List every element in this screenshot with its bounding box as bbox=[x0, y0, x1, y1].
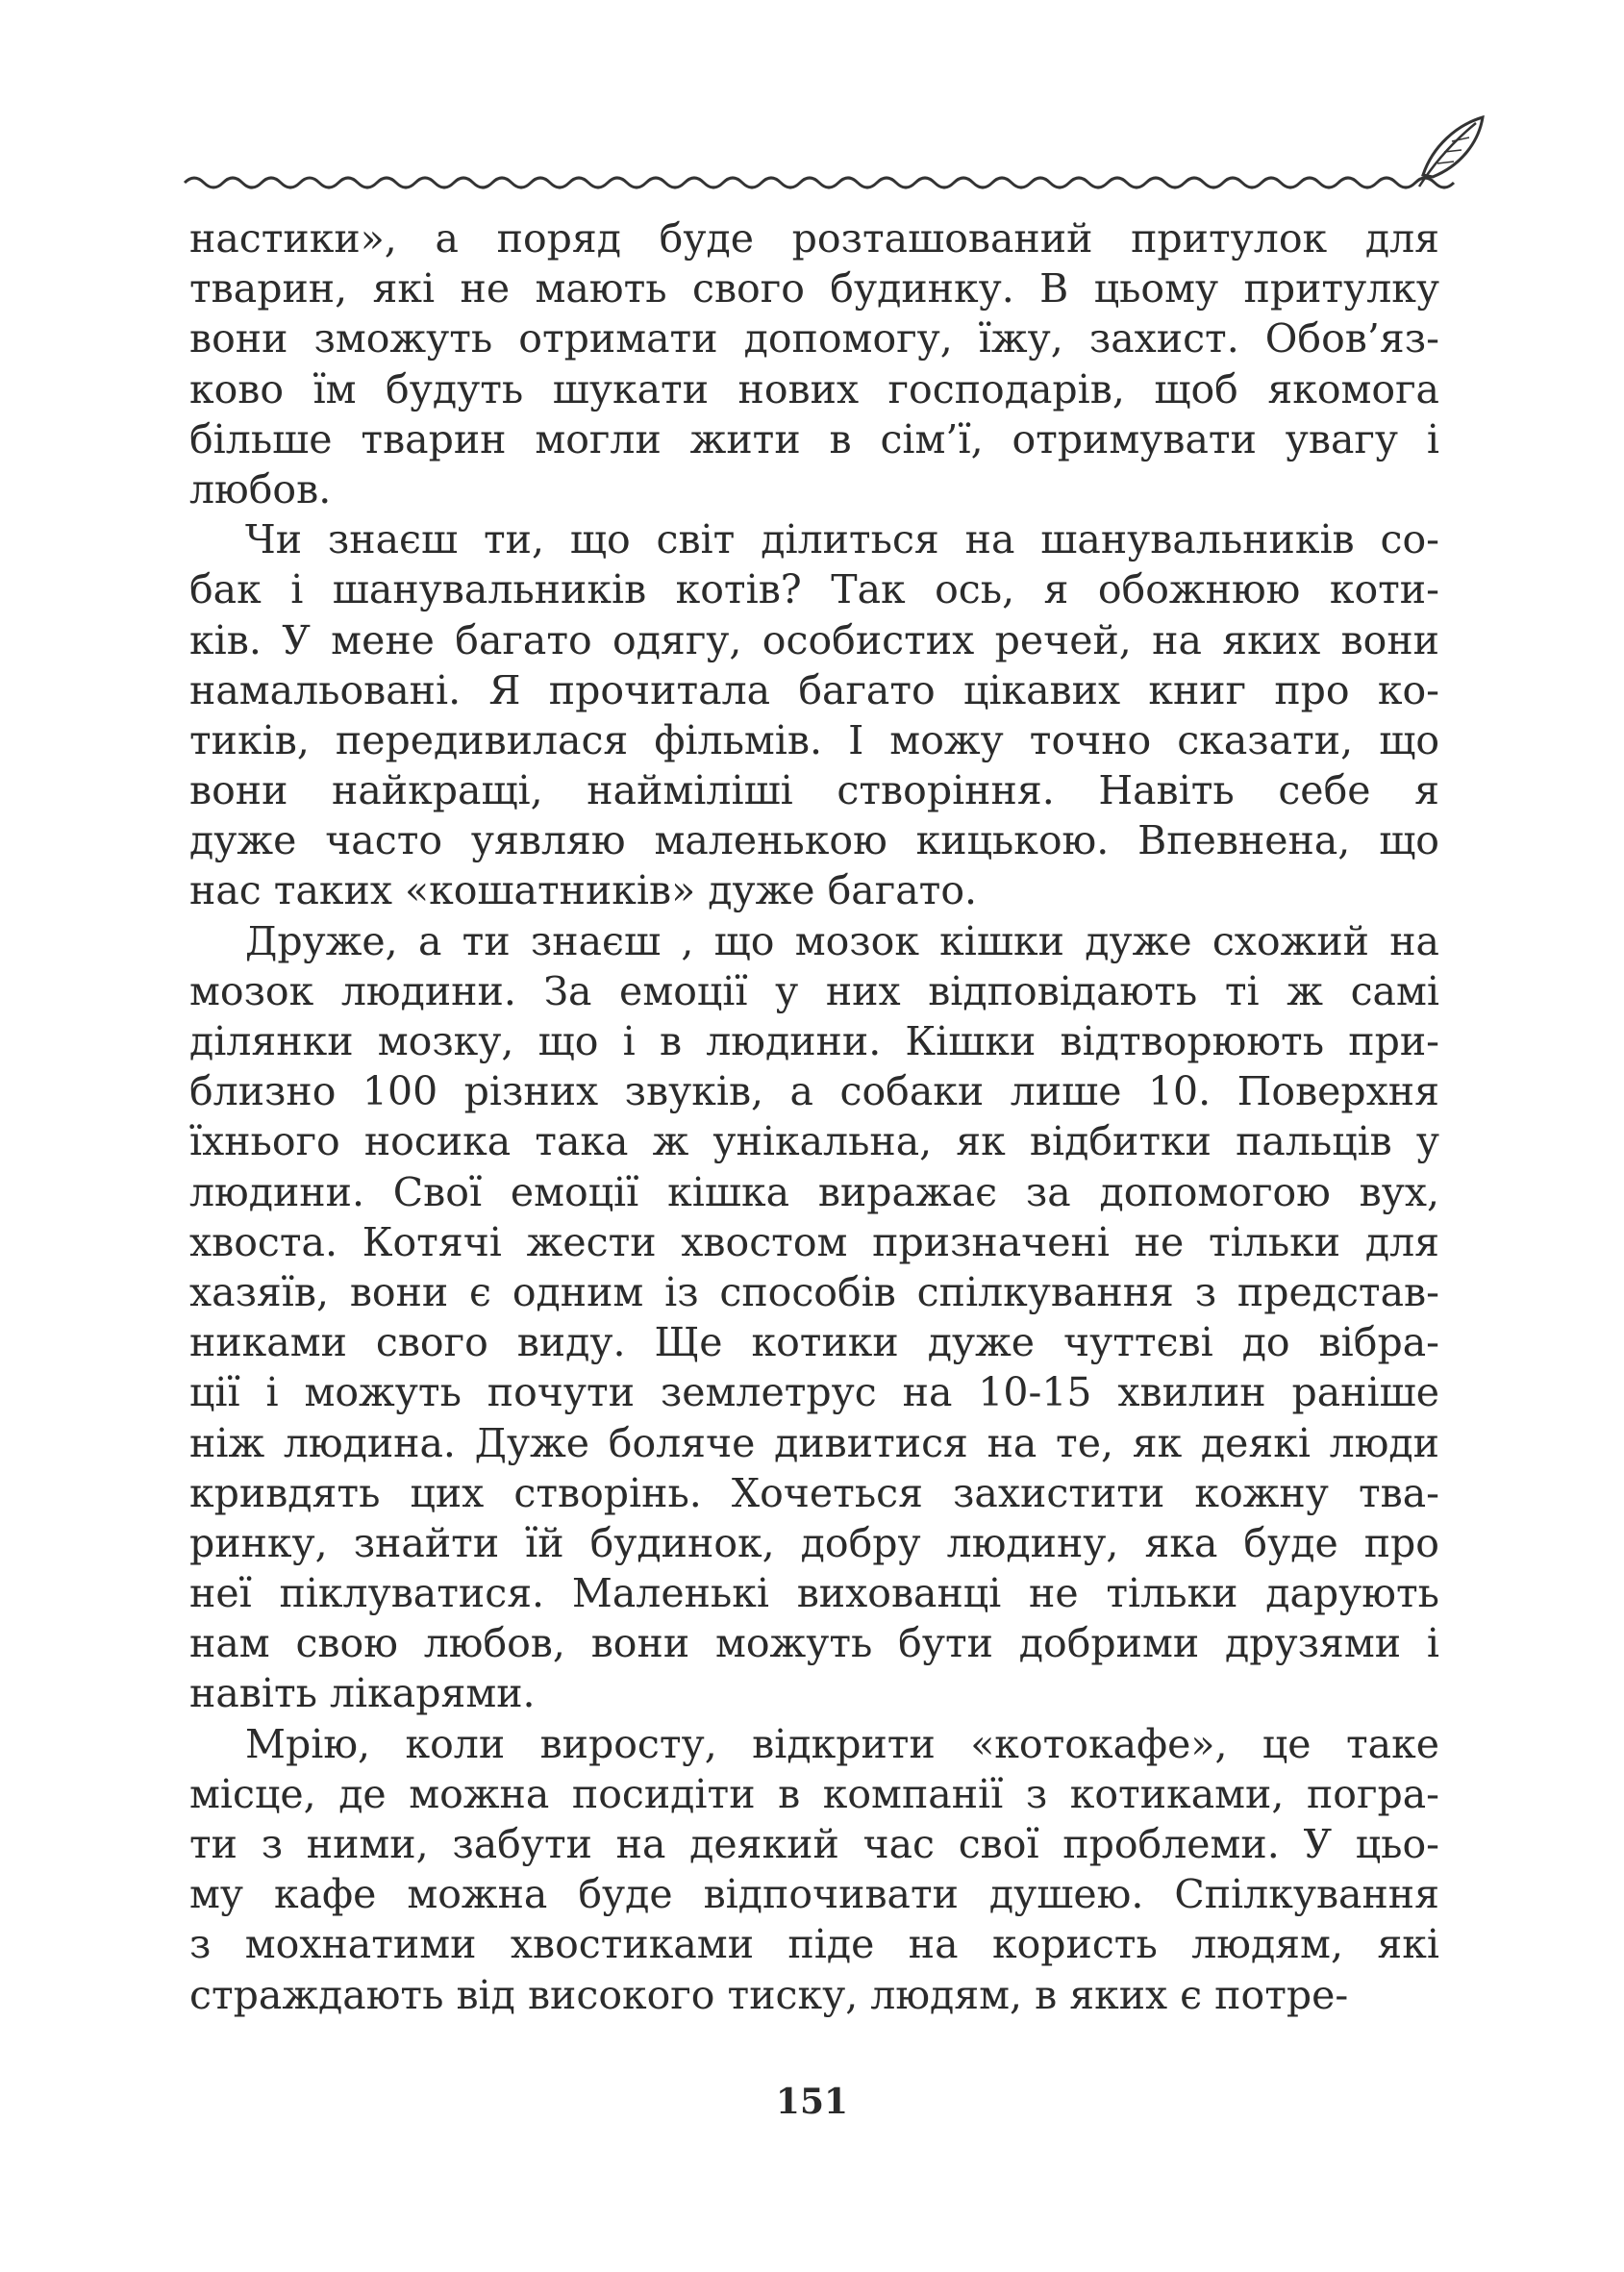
text-line: з мохнатими хвостиками піде на користь людям, які bbox=[189, 1921, 1439, 1968]
text-line: тварин, які не мають свого будинку. В цьому притулку bbox=[189, 265, 1439, 312]
text-line: вони зможуть отримати допомогу, їжу, захист. Обов’яз- bbox=[189, 315, 1439, 362]
text-line: хвоста. Котячі жести хвостом призначені не тільки для bbox=[189, 1218, 1439, 1265]
text-line: Друже, а ти знаєш , що мозок кішки дуже схожий на bbox=[245, 917, 1439, 964]
text-line: му кафе можна буде відпочивати душею. Спілкування bbox=[189, 1871, 1439, 1918]
paragraph bbox=[189, 213, 1439, 514]
text-line: ків. У мене багато одягу, особистих речей, на яких вони bbox=[189, 616, 1439, 663]
text-line: їхнього носика така ж унікальна, як відбитки пальців у bbox=[189, 1118, 1439, 1165]
page-number: 151 bbox=[775, 2082, 849, 2122]
feather-icon bbox=[1419, 117, 1483, 187]
text-line: ти з ними, забути на деякий час свої проблеми. У цьо- bbox=[189, 1821, 1439, 1867]
text-line: ково їм будуть шукати нових господарів, щоб якомога bbox=[189, 365, 1439, 412]
text-line: хазяїв, вони є одним із способів спілкування з представ- bbox=[189, 1268, 1439, 1315]
body-text bbox=[189, 213, 1439, 2020]
text-line: настики», а поряд буде розташований притулок для bbox=[189, 215, 1439, 262]
text-line: тиків, передивилася фільмів. І можу точно сказати, що bbox=[189, 716, 1439, 763]
text-line: вони найкращі, найміліші створіння. Навіть себе я bbox=[189, 767, 1439, 814]
paragraph bbox=[189, 1719, 1439, 2020]
text-line: Мрію, коли виросту, відкрити «котокафе», це таке bbox=[245, 1720, 1439, 1767]
text-line: ції і можуть почути землетрус на 10-15 хвилин раніше bbox=[189, 1369, 1439, 1416]
paragraph bbox=[189, 514, 1439, 916]
text-line: мозок людини. За емоції у них відповідають ті ж самі bbox=[189, 967, 1439, 1014]
text-line: намальовані. Я прочитала багато цікавих книг про ко- bbox=[189, 666, 1439, 713]
text-line: кривдять цих створінь. Хочеться захистити кожну тва- bbox=[189, 1469, 1439, 1516]
text-line: людини. Свої емоції кішка виражає за допомогою вух, bbox=[189, 1168, 1439, 1215]
wavy-line-decoration bbox=[185, 178, 1454, 187]
paragraph bbox=[189, 916, 1439, 1719]
text-line: більше тварин могли жити в сім’ї, отримувати увагу і bbox=[189, 415, 1439, 462]
text-line: навіть лікарями. bbox=[189, 1670, 536, 1717]
text-line: страждають від високого тиску, людям, в яких є потре- bbox=[189, 1971, 1349, 2018]
text-line: нас таких «кошатників» дуже багато. bbox=[189, 867, 978, 914]
text-line: дуже часто уявляю маленькою кицькою. Впевнена, що bbox=[189, 817, 1439, 864]
text-line: любов. bbox=[189, 465, 332, 512]
wave-and-feather-ornament bbox=[183, 108, 1490, 204]
text-line: нам свою любов, вони можуть бути добрими друзями і bbox=[189, 1620, 1439, 1667]
text-line: неї піклуватися. Маленькі вихованці не тільки дарують bbox=[189, 1570, 1439, 1617]
text-line: місце, де можна посидіти в компанії з котиками, погра- bbox=[189, 1770, 1439, 1817]
text-line: ділянки мозку, що і в людини. Кішки відтворюють при- bbox=[189, 1018, 1439, 1064]
text-line: ніж людина. Дуже боляче дивитися на те, як деякі люди bbox=[189, 1419, 1439, 1466]
text-line: Чи знаєш ти, що світ ділиться на шанувальників со- bbox=[245, 516, 1439, 563]
text-line: бак і шанувальників котів? Так ось, я обожнюю коти- bbox=[189, 566, 1439, 613]
text-line: близно 100 різних звуків, а собаки лише 10. Поверхня bbox=[189, 1068, 1439, 1115]
text-line: никами свого виду. Ще котики дуже чуттєві до вібра- bbox=[189, 1319, 1439, 1366]
text-line: ринку, знайти їй будинок, добру людину, яка буде про bbox=[189, 1519, 1439, 1566]
